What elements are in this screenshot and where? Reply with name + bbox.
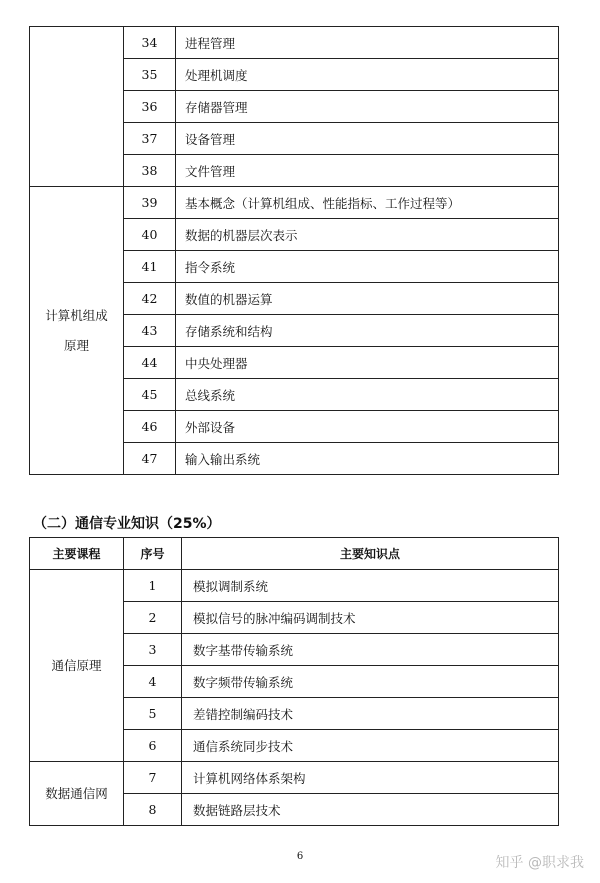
knowledge-point: 数值的机器运算 [176, 283, 559, 315]
knowledge-point: 文件管理 [176, 155, 559, 187]
knowledge-point: 存储器管理 [176, 91, 559, 123]
table-row [30, 570, 559, 602]
course-cell [30, 27, 124, 187]
column-header-course: 主要课程 [30, 538, 124, 570]
row-number: 40 [124, 219, 176, 251]
row-number: 41 [124, 251, 176, 283]
knowledge-point: 数据链路层技术 [182, 794, 559, 826]
row-number: 8 [124, 794, 182, 826]
course-cell-computer-organization [30, 187, 124, 475]
knowledge-point: 计算机网络体系架构 [182, 762, 559, 794]
row-number: 45 [124, 379, 176, 411]
knowledge-point: 数字频带传输系统 [182, 666, 559, 698]
knowledge-point: 输入输出系统 [176, 443, 559, 475]
course-name-line: 计算机组成 [45, 307, 108, 323]
row-number: 34 [124, 27, 176, 59]
knowledge-point: 基本概念（计算机组成、性能指标、工作过程等） [176, 187, 559, 219]
table-row [30, 27, 559, 59]
knowledge-point: 总线系统 [176, 379, 559, 411]
row-number: 7 [124, 762, 182, 794]
row-number: 39 [124, 187, 176, 219]
row-number: 6 [124, 730, 182, 762]
row-number: 46 [124, 411, 176, 443]
row-number: 38 [124, 155, 176, 187]
knowledge-point: 模拟调制系统 [182, 570, 559, 602]
row-number: 37 [124, 123, 176, 155]
table-communication-courses [29, 537, 559, 826]
row-number: 1 [124, 570, 182, 602]
row-number: 36 [124, 91, 176, 123]
knowledge-point: 数字基带传输系统 [182, 634, 559, 666]
knowledge-point: 指令系统 [176, 251, 559, 283]
knowledge-point: 通信系统同步技术 [182, 730, 559, 762]
section-title: （二）通信专业知识（25%） [33, 516, 221, 532]
knowledge-point: 处理机调度 [176, 59, 559, 91]
course-cell: 数据通信网 [30, 762, 124, 826]
knowledge-point: 存储系统和结构 [176, 315, 559, 347]
table-row [30, 187, 559, 219]
knowledge-point: 外部设备 [176, 411, 559, 443]
row-number: 44 [124, 347, 176, 379]
course-cell: 通信原理 [30, 570, 124, 762]
watermark: 知乎 @职求我 [495, 855, 584, 871]
row-number: 4 [124, 666, 182, 698]
knowledge-point: 设备管理 [176, 123, 559, 155]
page-number: 6 [296, 851, 304, 862]
table-header-row [30, 538, 559, 570]
knowledge-point: 差错控制编码技术 [182, 698, 559, 730]
row-number: 47 [124, 443, 176, 475]
knowledge-point: 进程管理 [176, 27, 559, 59]
knowledge-point: 中央处理器 [176, 347, 559, 379]
column-header-number: 序号 [124, 538, 182, 570]
row-number: 2 [124, 602, 182, 634]
table-row [30, 762, 559, 794]
table-computer-courses [29, 26, 559, 475]
column-header-knowledge: 主要知识点 [182, 538, 559, 570]
row-number: 35 [124, 59, 176, 91]
row-number: 42 [124, 283, 176, 315]
course-name-line: 原理 [63, 337, 89, 353]
row-number: 3 [124, 634, 182, 666]
knowledge-point: 模拟信号的脉冲编码调制技术 [182, 602, 559, 634]
knowledge-point: 数据的机器层次表示 [176, 219, 559, 251]
row-number: 43 [124, 315, 176, 347]
row-number: 5 [124, 698, 182, 730]
